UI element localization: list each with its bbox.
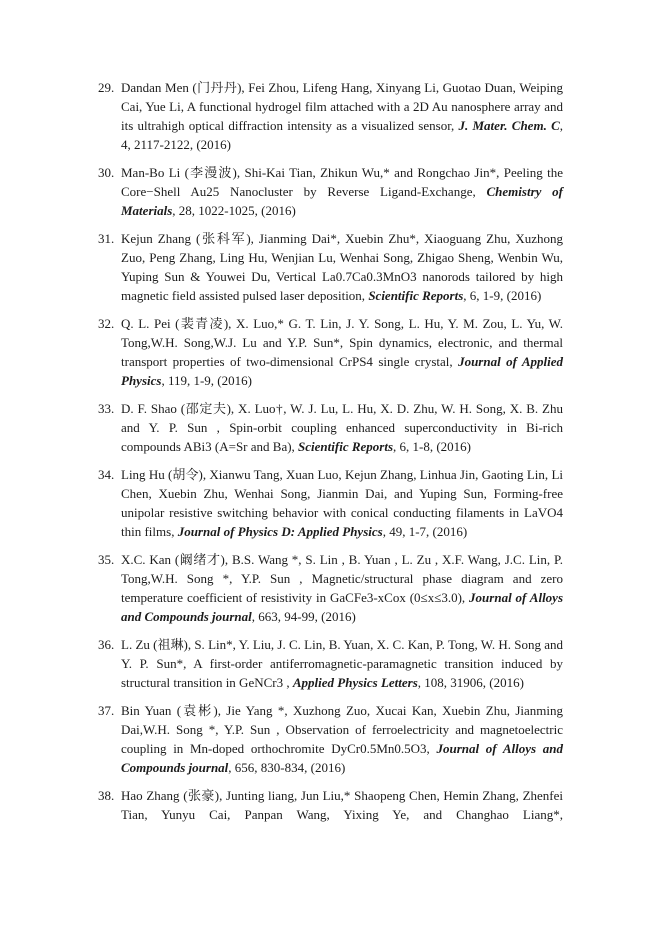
reference-item [98, 314, 563, 390]
journal-name: Journal of Alloys and Compounds journal [121, 590, 564, 624]
reference-segment: , 49, 1-7, (2016) [382, 524, 468, 539]
reference-number: 32. [98, 316, 115, 331]
reference-segment: , 28, 1022-1025, (2016) [172, 203, 296, 218]
reference-segment: , 6, 1-8, (2016) [393, 439, 472, 454]
reference-text [121, 465, 563, 541]
reference-number: 29. [98, 80, 115, 95]
reference-segment: Q. L. Pei (裴青凌), X. Luo,* G. T. Lin, J. Y. Song, L. Hu, Y. M. Zou, L. Yu, W. Tong,W.H. Song,W.J. Lu and Y.P. Sun*, Spin dynamics, electronic, and thermal transport properties of two-dimensional CrPS4 single crystal, [121, 316, 563, 369]
reference-segment: Dandan Men (门丹丹), Fei Zhou, Lifeng Hang, Xinyang Li, Guotao Duan, Weiping Cai, Yue Li, A functional hydrogel film attached with a 2D Au nanosphere array and its ultrahigh optical diffraction intensity as a visualized sensor, [121, 80, 563, 133]
journal-name: Scientific Reports [368, 288, 464, 303]
journal-name: Applied Physics Letters [292, 675, 418, 690]
reference-number: 37. [98, 703, 115, 718]
reference-segment: , 119, 1-9, (2016) [161, 373, 252, 388]
reference-item [98, 550, 563, 626]
reference-item [98, 786, 563, 824]
reference-segment: , 656, 830-834, (2016) [228, 760, 346, 775]
reference-segment: Hao Zhang (张豪), Junting liang, Jun Liu,* Shaopeng Chen, Hemin Zhang, Zhenfei Tian, Yunyu Cai, Panpan Wang, Yixing Ye, and Changhao Liang*, [121, 788, 563, 822]
journal-name: J. Mater. Chem. C [458, 118, 560, 133]
journal-name: Journal of Alloys and Compounds journal [121, 741, 564, 775]
reference-list [98, 78, 563, 833]
reference-item [98, 399, 563, 456]
reference-segment: Kejun Zhang (张科军), Jianming Dai*, Xuebin Zhu*, Xiaoguang Zhu, Xuzhong Zuo, Peng Zhang, Ling Hu, Wenjian Lu, Wenhai Song, Zhigao Sheng, Wenbin Wu, Yuping Sun & Youwei Du, Vertical La0.7Ca0.3MnO3 nanorods tailored by high magnetic field assisted pulsed laser deposition, [121, 231, 563, 303]
journal-name: Scientific Reports [298, 439, 394, 454]
reference-number: 31. [98, 231, 115, 246]
reference-item [98, 163, 563, 220]
reference-item [98, 701, 563, 777]
reference-text [121, 78, 563, 154]
reference-item [98, 465, 563, 541]
reference-segment: , 6, 1-9, (2016) [463, 288, 542, 303]
reference-segment: X.C. Kan (阚绪才), B.S. Wang *, S. Lin , B. Yuan , L. Zu , X.F. Wang, J.C. Lin, P. Tong,W.H. Song *, Y.P. Sun , Magnetic/structural phase diagram and zero temperature coefficient of resistivity in GaCFe3-xCox (0≤x≤3.0), [121, 552, 563, 605]
journal-name: Journal of Physics D: Applied Physics [177, 524, 383, 539]
reference-text [121, 314, 563, 390]
reference-segment: D. F. Shao (邵定夫), X. Luo†, W. J. Lu, L. Hu, X. D. Zhu, W. H. Song, X. B. Zhu and Y. P. Sun , Spin-orbit coupling enhanced superconductivity in Bi-rich compounds ABi3 (A=Sr and Ba), [121, 401, 563, 454]
reference-segment: Bin Yuan (袁彬), Jie Yang *, Xuzhong Zuo, Xucai Kan, Xuebin Zhu, Jianming Dai,W.H. Song *, Y.P. Sun , Observation of ferroelectricity and magnetoelectric coupling in Mn-doped orthochromite DyCr0.5Mn0.5O3, [121, 703, 563, 756]
reference-number: 38. [98, 788, 115, 803]
reference-text [121, 786, 563, 824]
reference-text [121, 550, 563, 626]
reference-segment: Man-Bo Li (李漫波), Shi-Kai Tian, Zhikun Wu,* and Rongchao Jin*, Peeling the Core−Shell Au25 Nanocluster by Reverse Ligand-Exchange, [121, 165, 563, 199]
reference-item [98, 635, 563, 692]
reference-segment: , 108, 31906, (2016) [417, 675, 524, 690]
reference-text [121, 399, 563, 456]
journal-name: Chemistry of Materials [121, 184, 564, 218]
journal-name: Journal of Applied Physics [121, 354, 563, 388]
reference-text [121, 635, 563, 692]
reference-item [98, 229, 563, 305]
reference-text [121, 229, 563, 305]
reference-number: 35. [98, 552, 115, 567]
reference-segment: Ling Hu (胡令), Xianwu Tang, Xuan Luo, Kejun Zhang, Linhua Jin, Gaoting Lin, Li Chen, Xuebin Zhu, Wenhai Song, Jianmin Dai, and Yuping Sun, Forming-free unipolar resistive switching behavior with conical conducting filaments in LaVO4 thin films, [121, 467, 563, 539]
reference-segment: , 4, 2117-2122, (2016) [121, 118, 563, 152]
reference-number: 30. [98, 165, 115, 180]
reference-number: 36. [98, 637, 115, 652]
reference-number: 33. [98, 401, 115, 416]
reference-text [121, 163, 563, 220]
reference-segment: , 663, 94-99, (2016) [251, 609, 356, 624]
reference-segment: L. Zu (祖琳), S. Lin*, Y. Liu, J. C. Lin, B. Yuan, X. C. Kan, P. Tong, W. H. Song and Y. P. Sun*, A first-order antiferromagnetic-paramagnetic transition induced by structural transition in GeNCr3 , [121, 637, 563, 690]
reference-item [98, 78, 563, 154]
reference-text [121, 701, 563, 777]
reference-number: 34. [98, 467, 115, 482]
